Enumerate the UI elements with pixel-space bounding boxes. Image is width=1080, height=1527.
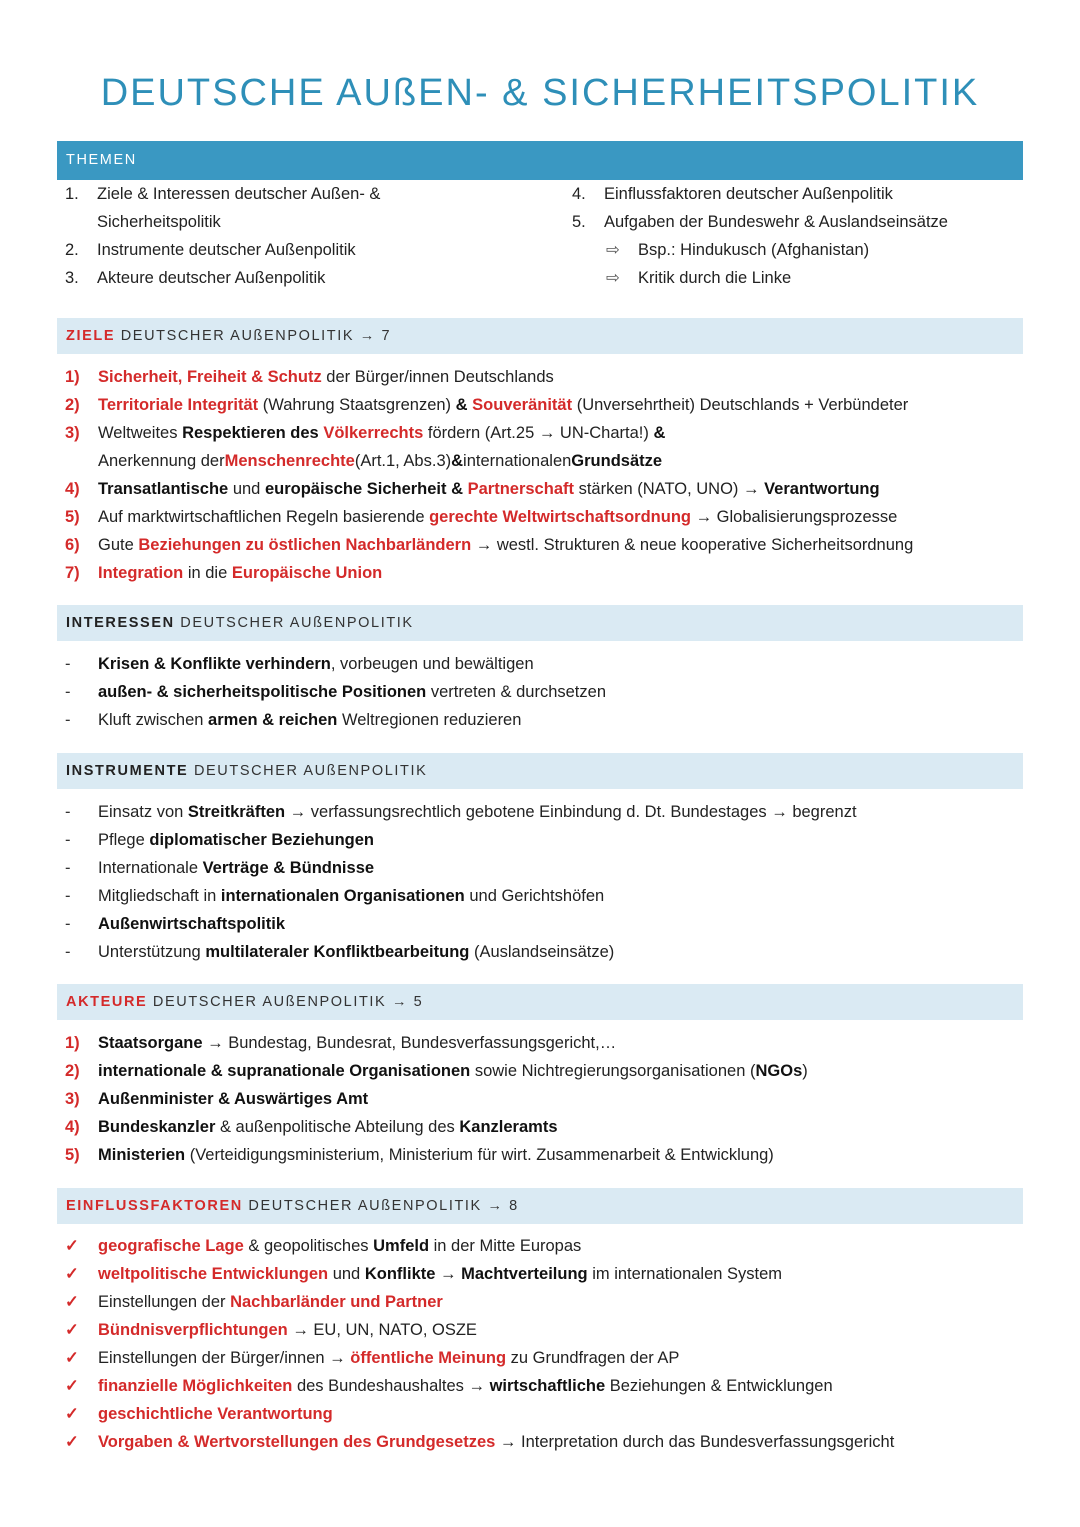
list-item-text: Internationale Verträge & Bündnisse bbox=[98, 859, 375, 877]
interessen-list bbox=[65, 650, 1015, 734]
item-number: 6) bbox=[65, 536, 80, 554]
checkmark-icon: ✓ bbox=[65, 1293, 79, 1311]
list-item-text: Staatsorgane → Bundestag, Bundesrat, Bundesverfassungsgericht,… bbox=[98, 1034, 617, 1052]
list-item bbox=[65, 1344, 1015, 1372]
list-item-text: Unterstützung multilateraler Konfliktbearbeitung (Auslandseinsätze) bbox=[98, 943, 615, 961]
arrow-right-icon: ⇨ bbox=[606, 241, 620, 259]
topic-item: 2. Instrumente deutscher Außenpolitik bbox=[65, 241, 356, 259]
topic-item: 5. Aufgaben der Bundeswehr & Auslandseinsätze bbox=[572, 213, 948, 231]
checkmark-icon: ✓ bbox=[65, 1237, 79, 1255]
list-item-text: geografische Lage & geopolitisches Umfeld in der Mitte Europas bbox=[98, 1237, 582, 1255]
akteure-list bbox=[65, 1029, 1015, 1169]
checkmark-icon: ✓ bbox=[65, 1377, 79, 1395]
checkmark-icon: ✓ bbox=[65, 1349, 79, 1367]
item-number: 4) bbox=[65, 1118, 80, 1136]
checkmark-icon: ✓ bbox=[65, 1433, 79, 1451]
list-item bbox=[65, 826, 1015, 854]
list-item bbox=[65, 882, 1015, 910]
ziele-list bbox=[65, 363, 1015, 587]
list-item bbox=[65, 1400, 1015, 1428]
list-item bbox=[65, 1428, 1015, 1456]
list-item-text: Außenminister & Auswärtiges Amt bbox=[98, 1090, 369, 1108]
list-item bbox=[65, 503, 1015, 531]
instrumente-header: INSTRUMENTE DEUTSCHER AUßENPOLITIK bbox=[57, 753, 1023, 789]
list-item bbox=[65, 1260, 1015, 1288]
item-number: 3) bbox=[65, 424, 80, 442]
item-number: 7) bbox=[65, 564, 80, 582]
list-item-text: Mitgliedschaft in internationalen Organisationen und Gerichtshöfen bbox=[98, 887, 605, 905]
bullet-dash: - bbox=[65, 683, 71, 701]
list-item-text: Integration in die Europäische Union bbox=[98, 564, 383, 582]
einfluss-list bbox=[65, 1232, 1015, 1456]
list-item bbox=[65, 475, 1015, 503]
topics-left bbox=[65, 180, 545, 292]
item-number: 4) bbox=[65, 480, 80, 498]
arrow-right-icon: ⇨ bbox=[606, 269, 620, 287]
bullet-dash: - bbox=[65, 915, 71, 933]
list-item-text: Bundeskanzler & außenpolitische Abteilung des Kanzleramts bbox=[98, 1118, 558, 1136]
list-item-text: Pflege diplomatischer Beziehungen bbox=[98, 831, 374, 849]
bullet-dash: - bbox=[65, 803, 71, 821]
list-item bbox=[65, 1057, 1015, 1085]
item-number: 5) bbox=[65, 1146, 80, 1164]
list-item bbox=[65, 1141, 1015, 1169]
list-item bbox=[65, 678, 1015, 706]
list-item bbox=[65, 1085, 1015, 1113]
bullet-dash: - bbox=[65, 943, 71, 961]
list-item bbox=[65, 531, 1015, 559]
list-item bbox=[65, 798, 1015, 826]
bullet-dash: - bbox=[65, 859, 71, 877]
list-item bbox=[65, 650, 1015, 678]
list-item bbox=[65, 1288, 1015, 1316]
list-item bbox=[65, 706, 1015, 734]
checkmark-icon: ✓ bbox=[65, 1265, 79, 1283]
list-item-text: Einsatz von Streitkräften → verfassungsrechtlich gebotene Einbindung d. Dt. Bundestages → begrenzt bbox=[98, 803, 857, 821]
item-number: 2) bbox=[65, 1062, 80, 1080]
bullet-dash: - bbox=[65, 887, 71, 905]
list-item-text: Transatlantische und europäische Sicherheit & Partnerschaft stärken (NATO, UNO) → Verantwortung bbox=[98, 480, 880, 498]
list-item-text: Auf marktwirtschaftlichen Regeln basierende gerechte Weltwirtschaftsordnung → Globalisierungsprozesse bbox=[98, 508, 898, 526]
einfluss-header: EINFLUSSFAKTOREN DEUTSCHER AUßENPOLITIK → 8 bbox=[57, 1188, 1023, 1224]
item-number: 5) bbox=[65, 508, 80, 526]
ziele-header: ZIELE DEUTSCHER AUßENPOLITIK → 7 bbox=[57, 318, 1023, 354]
themen-header: THEMEN bbox=[57, 141, 1023, 180]
list-item-text: Territoriale Integrität (Wahrung Staatsgrenzen) & Souveränität (Unversehrtheit) Deutschlands + Verbündeter bbox=[98, 396, 909, 414]
list-item-text: geschichtliche Verantwortung bbox=[98, 1405, 333, 1423]
list-item-text: Gute Beziehungen zu östlichen Nachbarländern → westl. Strukturen & neue kooperative Sicherheitsordnung bbox=[98, 536, 914, 554]
item-number: 1) bbox=[65, 368, 80, 386]
topic-subitem: ⇨ Kritik durch die Linke bbox=[572, 264, 1012, 292]
list-item-text: außen- & sicherheitspolitische Positionen vertreten & durchsetzen bbox=[98, 683, 606, 701]
item-number: 1) bbox=[65, 1034, 80, 1052]
list-item bbox=[65, 910, 1015, 938]
list-item bbox=[65, 854, 1015, 882]
list-item bbox=[65, 1372, 1015, 1400]
list-item-continuation: Anerkennung der Menschenrechte (Art.1, Abs.3) & internationalen Grundsätze bbox=[98, 452, 663, 470]
bullet-dash: - bbox=[65, 711, 71, 729]
list-item bbox=[65, 391, 1015, 419]
list-item bbox=[65, 1232, 1015, 1260]
list-item-text: Bündnisverpflichtungen → EU, UN, NATO, OSZE bbox=[98, 1321, 477, 1339]
list-item-text: Weltweites Respektieren des Völkerrechts fördern (Art.25 → UN-Charta!) & bbox=[98, 424, 666, 442]
list-item bbox=[65, 1316, 1015, 1344]
item-number: 3) bbox=[65, 1090, 80, 1108]
checkmark-icon: ✓ bbox=[65, 1321, 79, 1339]
list-item-text: Ministerien (Verteidigungsministerium, Ministerium für wirt. Zusammenarbeit & Entwicklung) bbox=[98, 1146, 774, 1164]
list-item bbox=[65, 419, 1015, 447]
list-item-text: Außenwirtschaftspolitik bbox=[98, 915, 286, 933]
checkmark-icon: ✓ bbox=[65, 1405, 79, 1423]
topic-item: 3. Akteure deutscher Außenpolitik bbox=[65, 269, 326, 287]
list-item bbox=[65, 938, 1015, 966]
list-item-text: Kluft zwischen armen & reichen Weltregionen reduzieren bbox=[98, 711, 522, 729]
page-title: DEUTSCHE AUßEN- & SICHERHEITSPOLITIK bbox=[100, 72, 980, 114]
list-item-text: weltpolitische Entwicklungen und Konflikte → Machtverteilung im internationalen System bbox=[98, 1265, 783, 1283]
list-item bbox=[65, 1029, 1015, 1057]
list-item bbox=[65, 559, 1015, 587]
bullet-dash: - bbox=[65, 655, 71, 673]
interessen-header: INTERESSEN DEUTSCHER AUßENPOLITIK bbox=[57, 605, 1023, 641]
list-item-text: Krisen & Konflikte verhindern, vorbeugen und bewältigen bbox=[98, 655, 534, 673]
topics-right bbox=[572, 180, 1012, 292]
topic-item: 1. Ziele & Interessen deutscher Außen- & Sicherheitspolitik bbox=[65, 185, 381, 231]
topic-item: 4. Einflussfaktoren deutscher Außenpolitik bbox=[572, 185, 893, 203]
list-item-text: finanzielle Möglichkeiten des Bundeshaushaltes → wirtschaftliche Beziehungen & Entwicklungen bbox=[98, 1377, 833, 1395]
akteure-header: AKTEURE DEUTSCHER AUßENPOLITIK → 5 bbox=[57, 984, 1023, 1020]
list-item-text: Einstellungen der Bürger/innen → öffentliche Meinung zu Grundfragen der AP bbox=[98, 1349, 680, 1367]
list-item-text: internationale & supranationale Organisationen sowie Nichtregierungsorganisationen (NGOs) bbox=[98, 1062, 808, 1080]
bullet-dash: - bbox=[65, 831, 71, 849]
list-item-text: Vorgaben & Wertvorstellungen des Grundgesetzes → Interpretation durch das Bundesverfassungsgericht bbox=[98, 1433, 895, 1451]
topic-subitem: ⇨ Bsp.: Hindukusch (Afghanistan) bbox=[572, 236, 1012, 264]
item-number: 2) bbox=[65, 396, 80, 414]
list-item-text: Einstellungen der Nachbarländer und Partner bbox=[98, 1293, 443, 1311]
instrumente-list bbox=[65, 798, 1015, 966]
list-item-text: Sicherheit, Freiheit & Schutz der Bürger/innen Deutschlands bbox=[98, 368, 554, 386]
list-item bbox=[65, 363, 1015, 391]
list-item bbox=[65, 1113, 1015, 1141]
